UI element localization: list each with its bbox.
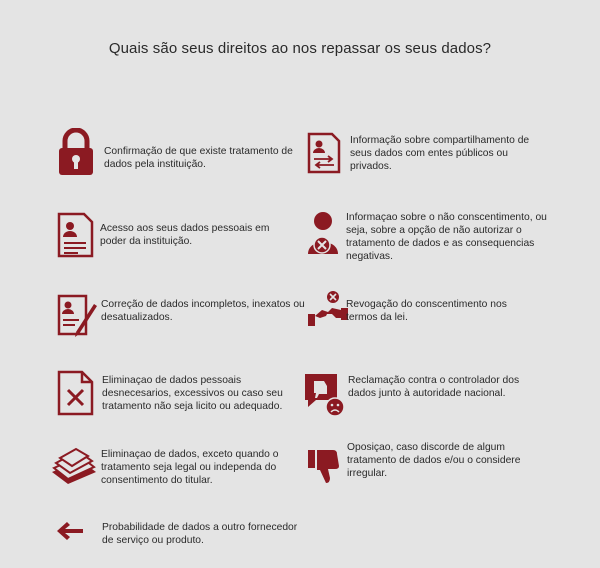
right-text: Reclamação contra o controlador dos dados junto à autoridade nacional. — [348, 375, 520, 399]
complaint-icon — [302, 372, 346, 420]
right-text: Probabilidade de dados a outro fornecedor de serviço ou produto. — [102, 522, 298, 546]
papers-stack-icon — [50, 446, 98, 494]
right-text: Acesso aos seus dados pessoais em poder da instituição. — [100, 223, 270, 247]
document-share-icon — [306, 132, 346, 180]
user-x-icon — [306, 210, 346, 258]
right-text: Oposiçao, caso discorde de algum tratamento de dados e/ou o considere irregular. — [347, 442, 521, 479]
hands-revoke-icon — [306, 290, 350, 338]
thumbs-down-icon — [306, 440, 346, 488]
right-text: Confirmação de que existe tratamento de dados pela instituição. — [104, 146, 293, 170]
document-user-icon — [56, 212, 96, 260]
document-x-icon — [56, 370, 96, 418]
right-text: Eliminaçao de dados, exceto quando o tratamento seja legal ou independa do consentimento do titular. — [101, 449, 279, 486]
right-text: Informaçao sobre o não conscentimento, ou seja, sobre a opção de não autorizar o tratamento de dados e as consequencias negativas. — [346, 212, 547, 262]
arrow-left-icon — [56, 520, 96, 568]
right-text: Eliminaçao de dados pessoais desnecesarios, excessivos ou caso seu tratamento não seja licito ou adequado. — [102, 375, 283, 412]
right-text: Revogação do conscentimento nos termos da lei. — [346, 299, 507, 323]
document-edit-icon — [56, 292, 96, 340]
padlock-icon — [56, 128, 96, 176]
page-title: Quais são seus direitos ao nos repassar os seus dados? — [108, 40, 492, 57]
right-text: Correção de dados incompletos, inexatos ou desatualizados. — [101, 299, 305, 323]
right-text: Informação sobre compartilhamento de seus dados com entes públicos ou privados. — [350, 135, 530, 172]
